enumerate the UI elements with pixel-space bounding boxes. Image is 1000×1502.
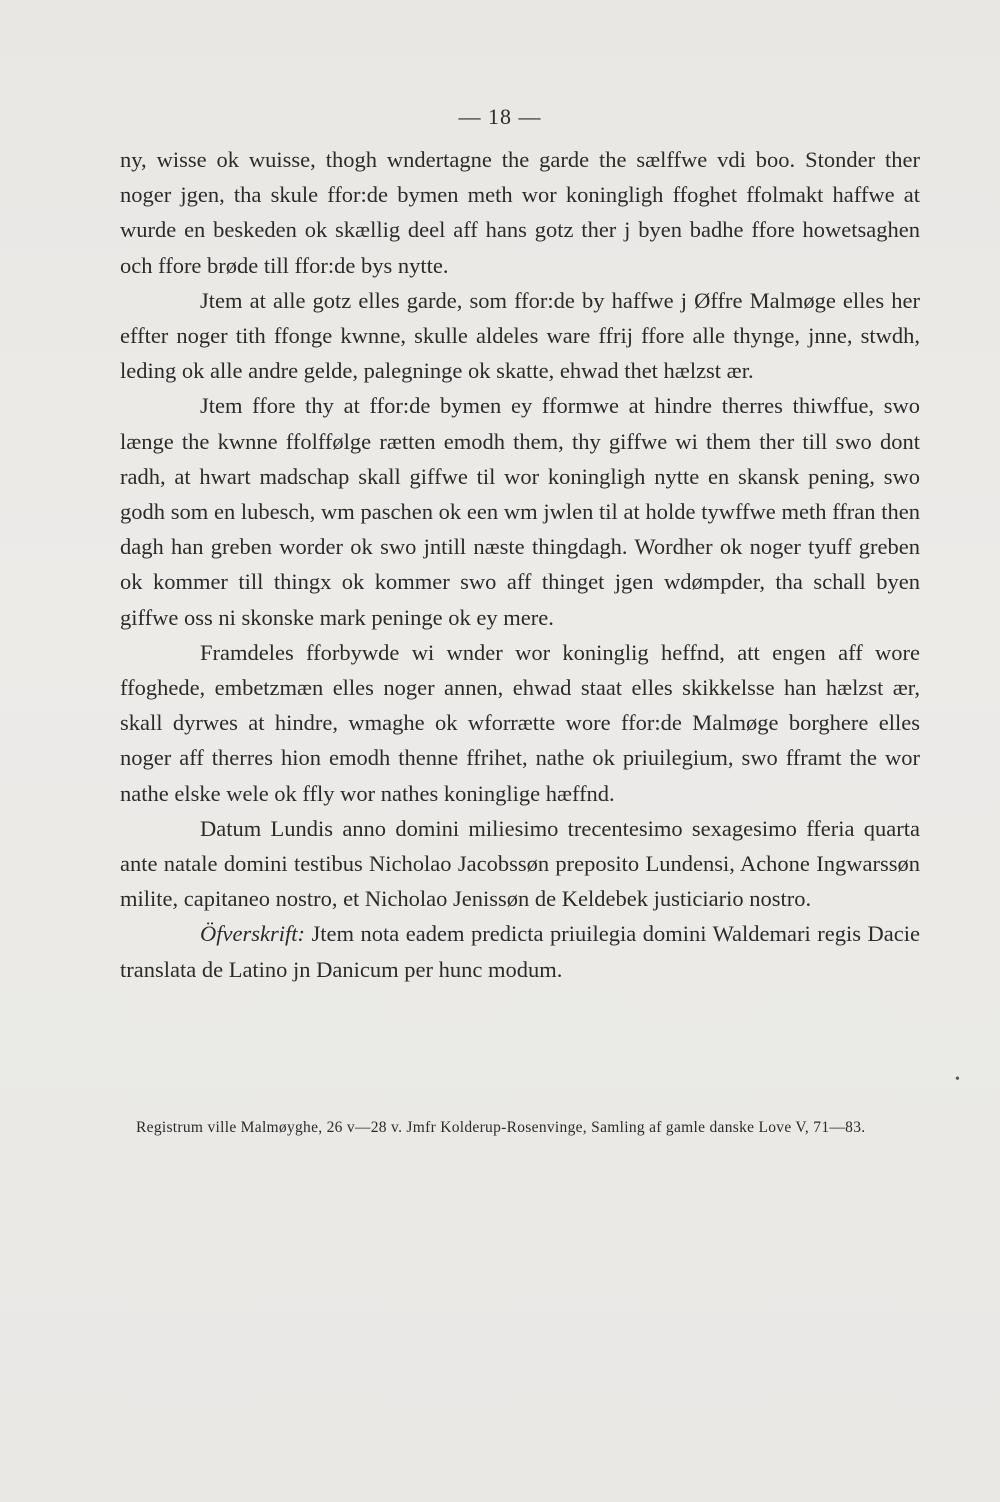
print-speck: •: [955, 1072, 960, 1087]
paragraph-2: Jtem at alle gotz elles garde, som ffor:de by haffwe j Øffre Malmøge elles her effter noger tith ffonge kwnne, skulle aldeles ware ffrij ffore alle thynge, jnne, stwdh, leding ok alle andre gelde, palegninge ok skatte, ehwad thet hælzst ær.: [120, 287, 920, 384]
page-number: — 18 —: [458, 104, 542, 129]
paragraph-3: Jtem ffore thy at ffor:de bymen ey fformwe at hindre therres thiwffue, swo længe the kwnne ffolffølge rætten emodh them, thy giffwe wi them ther till swo dont radh, at hwart madschap skall giffwe til wor koningligh nytte en skansk pening, swo godh som en lubesch, wm paschen ok een wm jwlen til at holde tywffwe meth ffran then dagh han greben worder ok swo jntill næste thingdagh. Wordher ok noger tyuff greben ok kommer till thingx ok kommer swo aff thinget jgen wdømpder, tha schall byen giffwe oss ni skonske mark peninge ok ey mere.: [120, 393, 920, 630]
paragraph-5: Datum Lundis anno domini miliesimo trecentesimo sexagesimo fferia quarta ante natale domini testibus Nicholao Jacobssøn preposito Lundensi, Achone Ingwarssøn milite, capitaneo nostro, et Nicholao Jenissøn de Keldebek justiciario nostro.: [120, 815, 920, 912]
overscript-text: Jtem nota eadem predicta priuilegia domini Waldemari regis Dacie translata de Latino jn Danicum per hunc modum.: [120, 921, 920, 982]
overscript-paragraph: [120, 916, 920, 986]
body-text: [120, 142, 920, 987]
paragraph-4: Framdeles fforbywde wi wnder wor koninglig heffnd, att engen aff wore ffoghede, embetzmæn elles noger annen, ehwad staat elles skikkelsse han hælzst ær, skall dyrwes at hindre, wmaghe ok wforrætte wore ffor:de Malmøge borghere elles noger aff therres hion emodh thenne ffrihet, nathe ok priuilegium, swo fframt the wor nathe elske wele ok ffly wor nathes koninglige hæffnd.: [120, 639, 920, 806]
footnote: Registrum ville Malmøyghe, 26 v—28 v. Jmfr Kolderup-Rosenvinge, Samling af gamle danske Love V, 71—83.: [136, 1119, 866, 1136]
overscript-label: Öfverskrift:: [200, 921, 305, 947]
paragraph-1: ny, wisse ok wuisse, thogh wndertagne the garde the sælffwe vdi boo. Stonder ther noger jgen, tha skule ffor:de bymen meth wor koningligh ffoghet ffolmakt haffwe at wurde en beskeden ok skællig deel aff hans gotz ther j byen badhe ffore howetsaghen och ffore brøde till ffor:de bys nytte.: [120, 147, 920, 278]
